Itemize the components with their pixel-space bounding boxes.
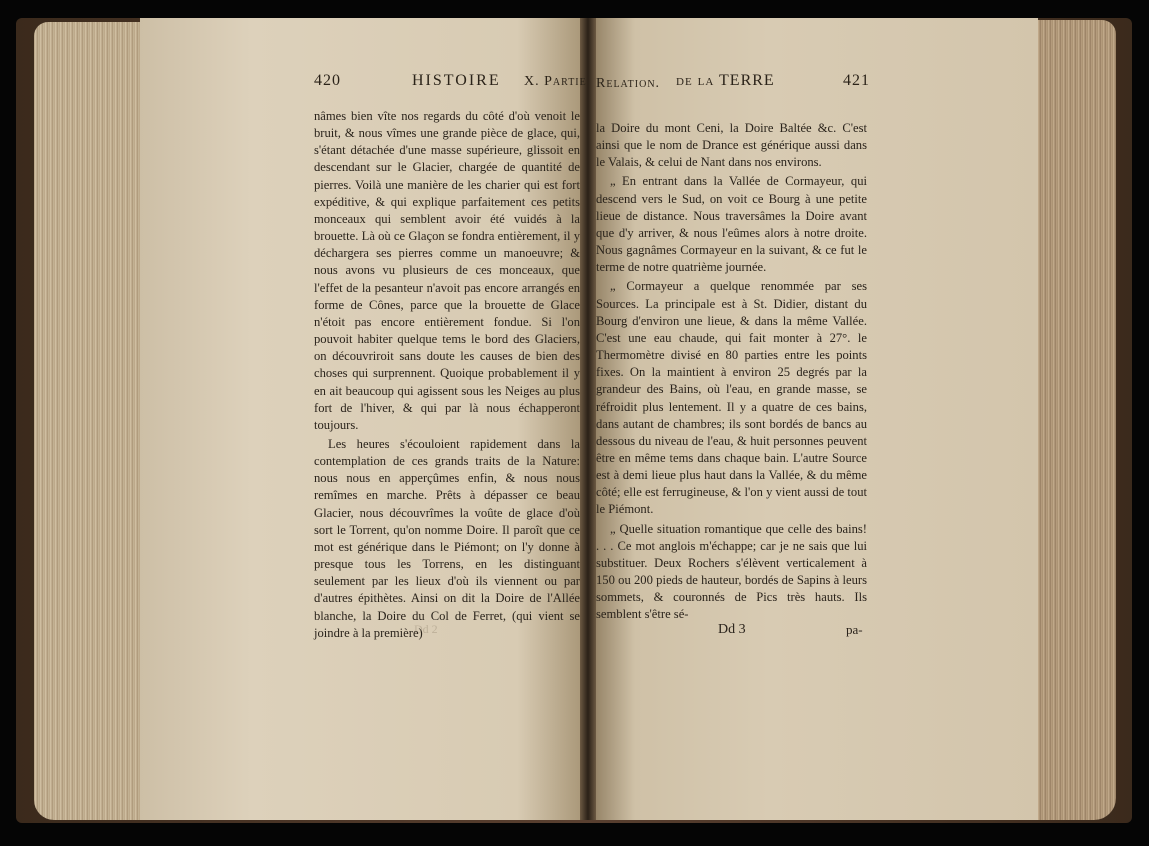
left-signature-show-through: Dd 2 bbox=[414, 622, 438, 636]
right-running-title-b: de la TERRE bbox=[676, 72, 775, 89]
right-page-number: 421 bbox=[843, 72, 870, 89]
left-page-text bbox=[314, 108, 580, 644]
right-page-edges bbox=[1032, 20, 1116, 820]
right-paragraph-4: „ Quelle situation romantique que celle des bains! . . . Ce mot anglois m'échappe; car je ne sais que lui substituer. Deux Rochers s'élèvent verticalement à 150 ou 200 pieds de hauteur, bordés de Sapins à leurs sommets, & couronnés de Pics très hauts. Ils semblent s'être sé- bbox=[596, 521, 867, 622]
left-paragraph-2: Les heures s'écouloient rapidement dans la contemplation de ces grands traits de la Nature: nous nous en apperçûmes enfin, & nous nous remîmes en marche. Prêts à dépasser ce beau Glacier, nous découvrîmes la voûte de glace d'où sort le Torrent, qu'on nomme Doire. Il paroît que ce mot est générique dans le Piémont; on l'y donne à presque tous les Torrens, en les distinguant seulement par les lieux d'où ils viennent ou par d'autres épithètes. Ainsi on dit la Doire de l'Allée blanche, la Doire du Col de Ferret, (qui vient se joindre à la première) bbox=[314, 436, 580, 640]
left-part-label: X. Partie bbox=[524, 74, 587, 89]
right-signature-mark: Dd 3 bbox=[718, 622, 746, 637]
right-paragraph-2: „ En entrant dans la Vallée de Cormayeur, qui descend vers le Sud, on voit ce Bourg à une petite lieue de distance. Nous traversâmes la Doire avant que d'y arriver, & nous l'eûmes alors à notre droite. Nous gagnâmes Cormayeur en la suivant, & ce fut le terme de notre quatrième journée. bbox=[596, 174, 867, 275]
right-paragraph-3: „ Cormayeur a quelque renommée par ses Sources. La principale est à St. Didier, distant du Bourg d'environ une lieue, & dans la même Vallée. C'est une eau chaude, qui fait monter à 27°. le Thermomètre divisé en 80 parties entre les points fixes. On la maintient à environ 25 degrés par la grandeur des Bains, où l'eau, en grande masse, se réfroidit plus lentement. Il y a quatre de ces bains, dans autant de chambres; ils sont bordés de bancs au dessous du niveau de l'eau, & huit personnes peuvent être en même tems dans chaque bain. L'autre Source est à demi lieue plus haut dans la Vallée, & du même côté; elle est ferrugineuse, & l'on y vient aussi de tout le Piémont. bbox=[596, 279, 867, 517]
right-catchword: pa- bbox=[846, 622, 863, 637]
right-page-text bbox=[596, 120, 867, 626]
left-page-edges bbox=[34, 22, 146, 820]
left-running-title: HISTOIRE bbox=[412, 72, 501, 89]
right-paragraph-1: la Doire du mont Ceni, la Doire Baltée &c. C'est ainsi que le nom de Drance est générique aussi dans le Valais, & celui de Nant dans nos environs. bbox=[596, 121, 867, 170]
left-page-number: 420 bbox=[314, 72, 341, 89]
book-gutter bbox=[580, 18, 596, 820]
left-paragraph-1: nâmes bien vîte nos regards du côté d'où venoit le bruit, & nous vîmes une grande pièce de glace, qui, s'étant détachée d'une masse supérieure, glissoit en descendant sur le Glacier, chargée de quantité de pierres. Voilà une manière de les charier qui est fort expéditive, & qui explique parfaitement ces petits monceaux qui semblent avoir été vuidés à la brouette. Là où ce Glaçon se fondra entièrement, il y déchargera ses pierres comme un manoeuvre; & nous avons vu plusieurs de ces monceaux, que l'effet de la pesanteur n'avoit pas encore arrangés en forme de Cônes, parce que la brouette de Glace n'étoit pas encore entièrement fondue. Si l'on pouvoit habiter quelque tems le bord des Glaciers, on découvriroit sans doute les causes de bien des choses qui surprennent. Quoique probablement il y en ait beaucoup qui agissent sous les Neiges au plus fort de l'hiver, & qui par là nous échapperont toujours. bbox=[314, 109, 580, 432]
right-running-title-a: Relation. bbox=[596, 76, 661, 91]
